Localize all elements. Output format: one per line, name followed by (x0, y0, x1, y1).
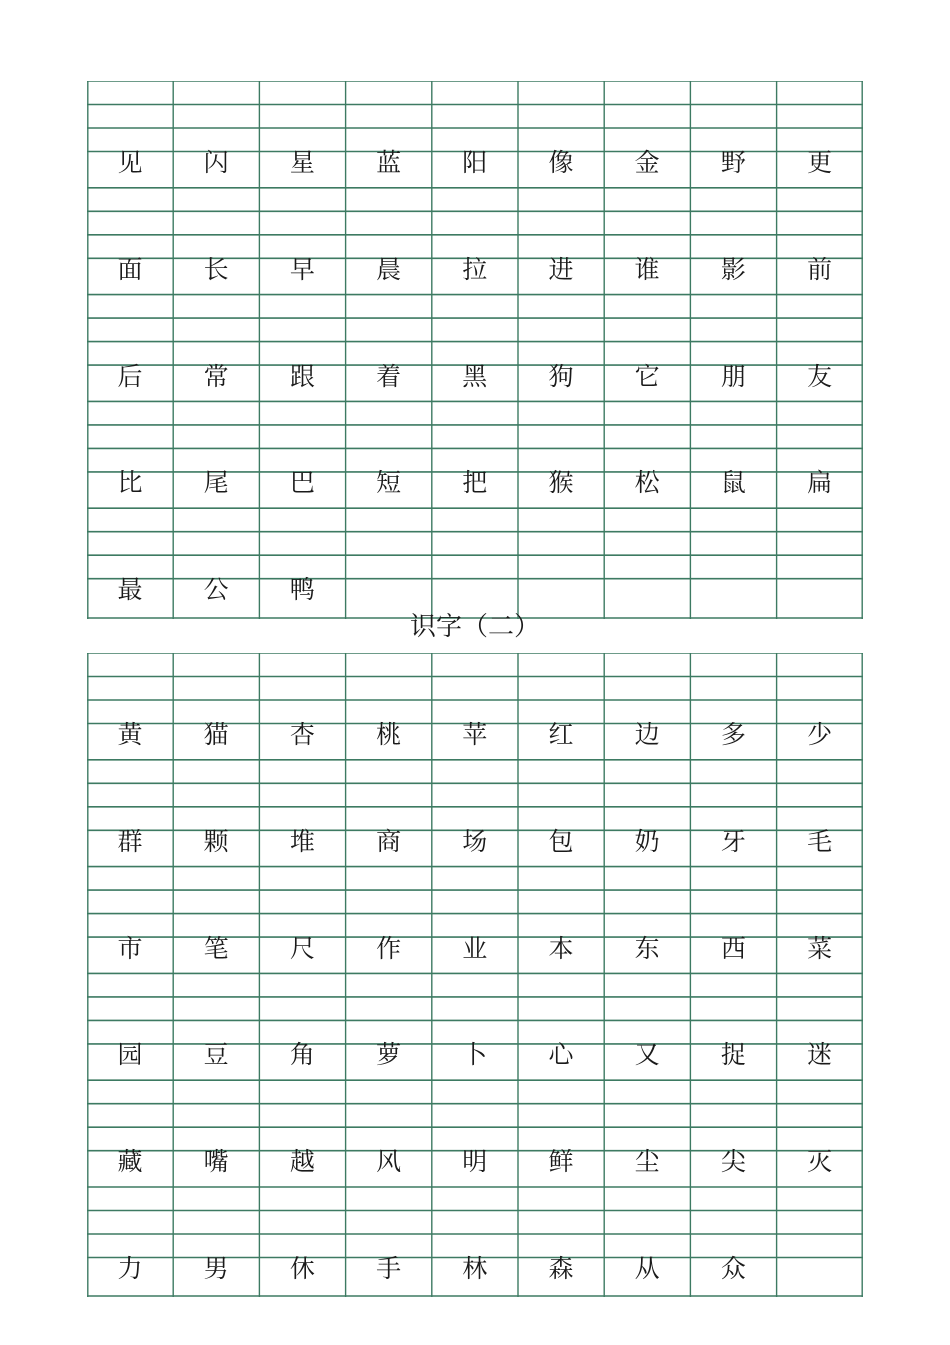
character-cell: 迷 (807, 1040, 833, 1070)
character-cell: 桃 (376, 720, 402, 749)
character-cell: 休 (289, 1254, 315, 1283)
character-cell: 森 (548, 1254, 574, 1283)
character-cell: 市 (117, 933, 143, 963)
character-cell: 公 (203, 575, 229, 605)
character-cell: 尖 (720, 1147, 746, 1177)
character-cell: 松 (634, 468, 660, 498)
character-cell: 作 (376, 933, 402, 963)
character-cell: 杏 (289, 720, 315, 749)
character-cell: 笔 (203, 933, 229, 963)
character-cell: 毛 (807, 826, 833, 856)
character-cell: 闪 (203, 148, 229, 177)
character-cell: 比 (117, 468, 143, 498)
character-cell: 跟 (289, 361, 315, 391)
character-cell: 心 (548, 1040, 574, 1070)
character-cell: 明 (462, 1147, 488, 1177)
character-cell: 尺 (289, 933, 315, 963)
character-cell (777, 573, 863, 607)
character-cell: 藏 (117, 1147, 143, 1177)
character-cell: 边 (634, 720, 660, 749)
character-cell: 奶 (634, 826, 660, 856)
character-cell: 影 (720, 254, 746, 284)
character-cell: 豆 (203, 1040, 229, 1070)
character-cell: 鼠 (720, 468, 746, 498)
character-cell: 晨 (376, 254, 402, 284)
character-cell: 把 (462, 468, 488, 498)
character-cell: 长 (203, 254, 229, 284)
character-cell: 面 (117, 254, 143, 284)
character-cell: 常 (203, 361, 229, 391)
character-cell: 着 (376, 361, 402, 391)
section-title: 识字（二） (409, 612, 540, 642)
character-cell: 角 (289, 1040, 315, 1070)
character-cell: 见 (117, 148, 143, 177)
character-cell: 星 (289, 148, 315, 177)
character-cell: 像 (548, 148, 574, 177)
character-cell: 力 (117, 1254, 143, 1283)
character-cell: 牙 (720, 826, 746, 856)
character-cell: 嘴 (203, 1147, 229, 1177)
character-cell: 捉 (720, 1040, 746, 1070)
character-cell: 又 (634, 1040, 660, 1070)
character-cell: 猴 (548, 468, 574, 498)
character-cell: 林 (462, 1254, 488, 1283)
character-cell: 多 (720, 720, 746, 749)
character-cell: 猫 (203, 720, 229, 749)
character-cell: 包 (548, 826, 574, 856)
character-cell: 拉 (462, 254, 488, 284)
character-cell: 东 (634, 933, 660, 963)
character-cell: 尾 (203, 468, 229, 498)
character-cell: 菜 (807, 933, 833, 963)
character-cell: 金 (634, 148, 660, 177)
character-cell: 灭 (807, 1147, 833, 1177)
character-cell: 红 (548, 720, 574, 749)
character-cell: 鸭 (289, 575, 315, 605)
character-cell: 黑 (462, 361, 488, 391)
character-cell: 巴 (289, 468, 315, 498)
character-cell (432, 573, 518, 607)
character-cell: 手 (376, 1254, 402, 1283)
character-cell: 扁 (807, 468, 833, 498)
character-cell: 进 (548, 254, 574, 284)
character-cell: 早 (289, 254, 315, 284)
character-cell: 短 (376, 468, 402, 498)
character-cell: 狗 (548, 361, 574, 391)
character-cell: 最 (117, 575, 143, 605)
character-cell: 卜 (462, 1040, 488, 1070)
character-cell (346, 573, 432, 607)
character-cell: 群 (117, 826, 143, 856)
character-cell: 尘 (634, 1147, 660, 1177)
character-cell (518, 573, 604, 607)
character-cell: 场 (462, 826, 488, 856)
character-cell: 西 (720, 933, 746, 963)
character-cell: 本 (548, 933, 574, 963)
character-cell: 野 (720, 148, 746, 177)
character-cell: 它 (634, 361, 660, 391)
character-cell: 谁 (634, 254, 660, 284)
character-cell: 商 (376, 826, 402, 856)
character-cell: 阳 (462, 148, 488, 177)
character-cell: 少 (807, 720, 833, 749)
character-cell: 男 (203, 1254, 229, 1283)
character-cell: 从 (634, 1254, 660, 1283)
character-cell: 风 (376, 1147, 402, 1177)
character-grid-1 (87, 81, 863, 619)
character-cell: 黄 (117, 720, 143, 749)
character-cell: 朋 (720, 361, 746, 391)
character-cell: 更 (807, 148, 833, 177)
character-cell (604, 573, 690, 607)
character-cell (777, 1252, 863, 1286)
character-cell: 鲜 (548, 1147, 574, 1177)
character-cell: 园 (117, 1040, 143, 1070)
character-cell: 萝 (376, 1040, 402, 1070)
character-cell: 堆 (289, 826, 315, 856)
character-cell: 众 (720, 1254, 746, 1283)
character-cell: 业 (462, 933, 488, 963)
character-cell: 颗 (203, 826, 229, 856)
character-cell: 前 (807, 254, 833, 284)
character-cell (690, 573, 776, 607)
character-cell: 蓝 (376, 148, 402, 177)
character-grid-2 (87, 653, 863, 1297)
character-cell: 越 (289, 1147, 315, 1177)
character-cell: 友 (807, 361, 833, 391)
character-cell: 后 (117, 361, 143, 391)
character-cell: 苹 (462, 720, 488, 749)
